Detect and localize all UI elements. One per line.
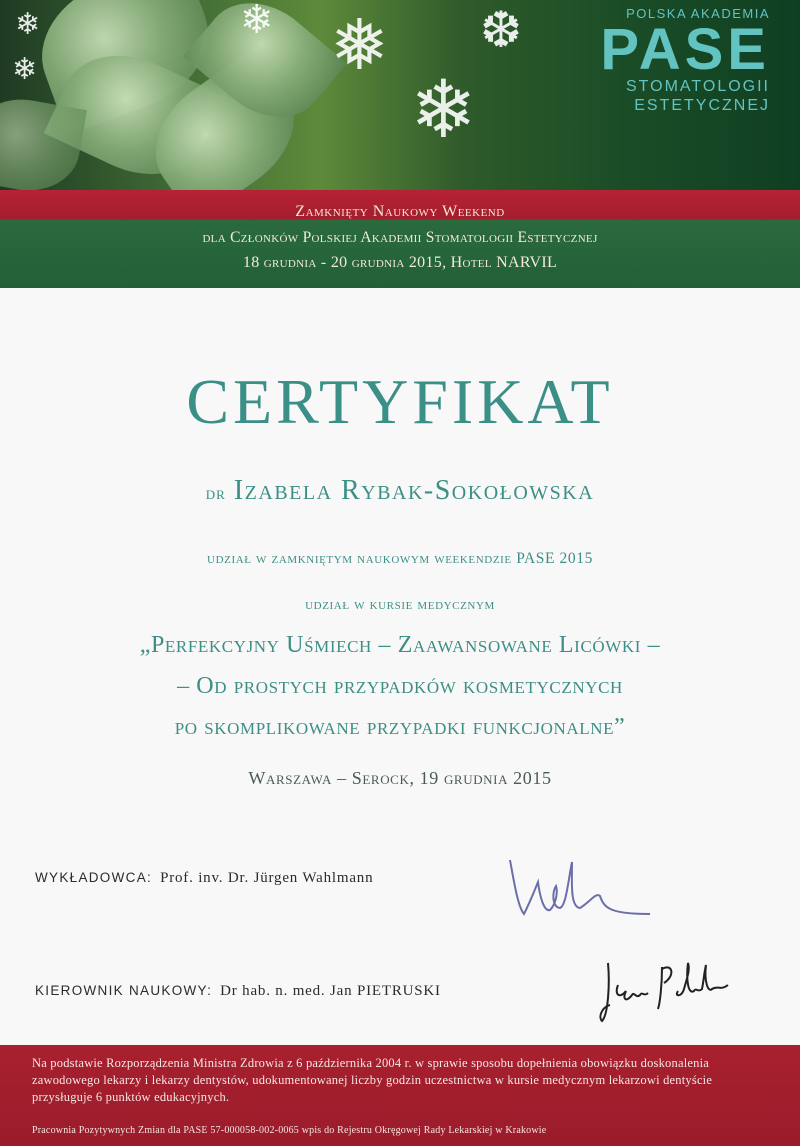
logo-sub-text: STOMATOLOGII — [625, 78, 770, 95]
course-title-line: po skomplikowane przypadki funkcjonalne” — [174, 714, 626, 740]
snowflake-icon: ❄ — [410, 63, 478, 156]
participation-weekend: udział w zamkniętym naukowym weekendzie PASE 2015 — [207, 550, 593, 567]
lecturer-name: Prof. inv. Dr. Jürgen Wahlmann — [160, 870, 374, 886]
snowflake-icon: ❅ — [330, 4, 389, 86]
pase-logo — [580, 6, 770, 115]
director-label: KIEROWNIK NAUKOWY: — [35, 983, 213, 998]
director-name: Dr hab. n. med. Jan PIETRUSKI — [220, 983, 441, 999]
director-signature — [592, 955, 742, 1030]
footer-band — [0, 1045, 800, 1146]
footer-legal-text: Na podstawie Rozporządzenia Ministra Zdrowia z 6 października 2004 r. w sprawie sposobu dopełnienia obowiązku doskonalenia zawodowego lekarzy i lekarzy dentystów, udokumentowanej liczby godzin uczestnictwa w kursie medycznym lekarzowi dentyście przysługuje 6 punktów edukacyjnych. — [32, 1056, 713, 1104]
name-prefix: dr — [205, 483, 226, 503]
lecturer-signature — [500, 852, 660, 932]
participation-course: udział w kursie medycznym — [305, 596, 495, 613]
course-title-line: – Od prostych przypadków kosmetycznych — [177, 673, 623, 699]
logo-main-text: PASE — [600, 17, 770, 82]
event-dates: 18 grudnia - 20 grudnia 2015, Hotel NARVIL — [242, 254, 558, 271]
logo-sub-text: ESTETYCZNEJ — [634, 97, 770, 114]
logo-top-text: POLSKA AKADEMIA — [626, 6, 770, 21]
snowflake-icon: ❄ — [240, 0, 274, 43]
course-title-line: „Perfekcyjny Uśmiech – Zaawansowane Licówki – — [139, 632, 661, 658]
certificate-title: CERTYFIKAT — [186, 366, 614, 437]
lecturer-label: WYKŁADOWCA: — [35, 870, 153, 885]
lecturer-row — [35, 870, 373, 887]
snowflake-icon: ❄ — [15, 7, 41, 42]
recipient-name — [0, 475, 800, 507]
event-audience: dla Członków Polskiej Akademii Stomatologii Estetycznej — [202, 229, 598, 246]
event-band — [0, 190, 800, 288]
header-image — [0, 0, 800, 190]
snowflake-icon: ❆ — [480, 1, 522, 59]
snowflake-icon: ❄ — [12, 52, 38, 87]
director-row — [35, 983, 441, 1000]
place-date: Warszawa – Serock, 19 grudnia 2015 — [248, 768, 552, 788]
footer-registry-text: Pracownia Pozytywnych Zmian dla PASE 57-000058-002-0065 wpis do Rejestru Okręgowej Rady Lekarskiej w Krakowie — [32, 1125, 547, 1136]
name-text: Izabela Rybak-Sokołowska — [233, 475, 595, 506]
event-title: Zamknięty Naukowy Weekend — [295, 203, 505, 220]
